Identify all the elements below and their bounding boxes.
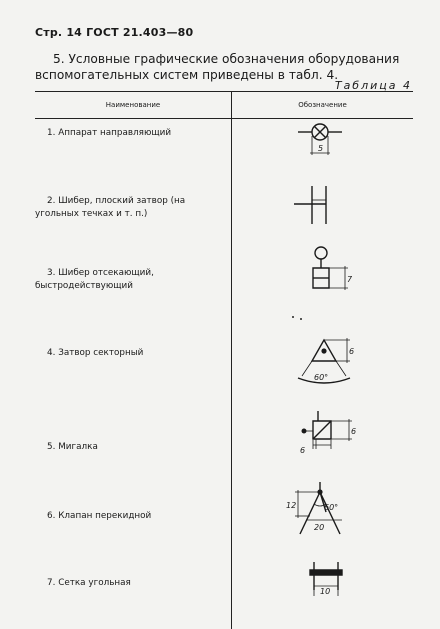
dimension-label: 5 xyxy=(318,144,324,153)
table-row-label: 3. Шибер отсекающий, быстродействующий xyxy=(35,268,154,291)
dimension-label: 60° xyxy=(324,503,339,512)
scan-speck xyxy=(292,316,294,318)
table-row-label: 6. Клапан перекидной xyxy=(47,511,152,521)
dimension-label: 10 xyxy=(320,587,331,596)
table-column-divider xyxy=(231,91,232,629)
table-header-rule xyxy=(35,118,413,119)
table-row-label: 5. Мигалка xyxy=(47,442,98,452)
scan-speck xyxy=(300,318,302,320)
dimension-label: 6 xyxy=(300,446,306,455)
flap-valve-icon xyxy=(296,409,360,459)
table-row-label: 2. Шибер, плоский затвор (на угольных течках и т. п.) xyxy=(35,196,186,219)
column-header-symbol: Обозначение xyxy=(298,101,347,109)
dimension-label: 12 xyxy=(286,501,297,510)
cross-circle-icon xyxy=(296,120,346,162)
dimension-label: 60° xyxy=(314,373,329,382)
intro-paragraph: 5. Условные графические обозначения оборудования вспомогательных систем приведены в табл. 4. xyxy=(35,52,400,82)
sector-gate-icon xyxy=(294,336,362,388)
diverter-valve-icon xyxy=(280,480,364,540)
table-row-label: 4. Затвор секторный xyxy=(47,348,144,358)
dimension-label: 6 xyxy=(351,427,357,436)
table-caption: Таблица 4 xyxy=(334,79,412,92)
page-header: Стр. 14 ГОСТ 21.403—80 xyxy=(35,26,194,39)
dimension-label: 7 xyxy=(347,275,353,284)
dimension-label: 20 xyxy=(314,523,325,532)
quick-gate-icon xyxy=(300,244,356,294)
dimension-label: 6 xyxy=(349,347,355,356)
coal-screen-icon xyxy=(300,560,354,600)
table-row-label: 7. Сетка угольная xyxy=(47,578,131,588)
table-row-label: 1. Аппарат направляющий xyxy=(47,128,172,138)
slide-gate-icon xyxy=(290,184,340,228)
table-top-rule xyxy=(35,91,413,92)
column-header-name: Наименование xyxy=(105,101,161,109)
